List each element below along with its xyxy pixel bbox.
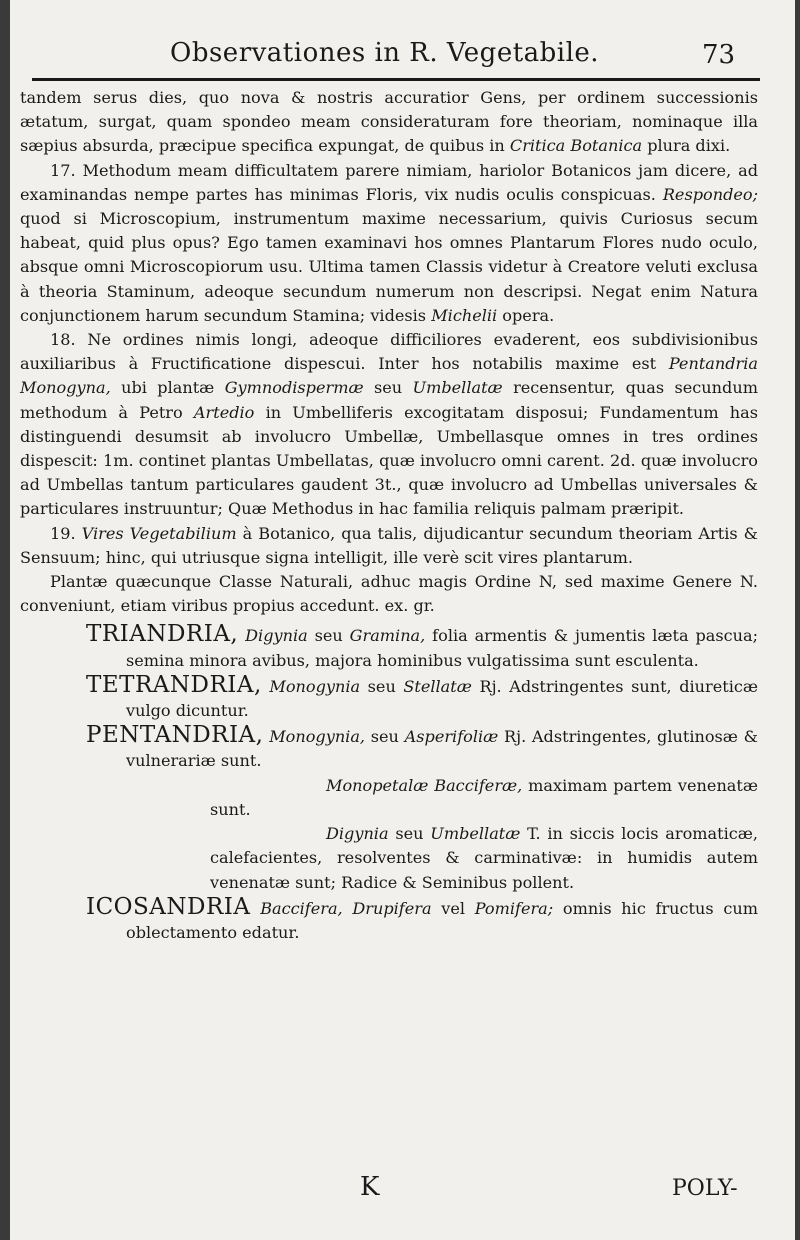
paragraph-continuation: tandem serus dies, quo nova & nostris accuratior Gens, per ordinem successionis ætatum, surgat, quam spondeo meam consideraturam fore theoriam, nominaque illa sæpius absurda, præcipue specifica expungat, de quibus in Critica Botanica plura dixi.	[20, 88, 758, 156]
entry-pentandria: PENTANDRIA, Monogynia, seu Asperifoliæ Rj. Adstringentes, glutinosæ & vulnerariæ sunt.	[86, 722, 758, 771]
body-text	[20, 86, 758, 945]
entry-triandria: TRIANDRIA, Digynia seu Gramina, folia armentis & jumentis læta pascua; semina minora avibus, majora hominibus vulgatissima sunt esculenta.	[86, 621, 759, 670]
page-number: 73	[702, 40, 736, 70]
header-rule	[32, 78, 760, 81]
book-page	[10, 0, 795, 1240]
entry-icosandria: ICOSANDRIA Baccifera, Drupifera vel Pomifera; omnis hic fructus cum oblectamento edatur.	[86, 893, 758, 942]
paragraph-17: 17. Methodum meam difficultatem parere nimiam, hariolor Botanicos jam dicere, ad examinandas nempe partes has minimas Floris, vix nudis oculis conspicuas. Respondeo; quod si Microscopium, instrumentum maxime necessarium, quivis Curiosus secum habeat, quid plus opus? Ego tamen examinavi hos omnes Plantarum Flores nudo oculo, absque omni Microscopiorum usu. Ultima tamen Classis videtur à Creatore veluti exclusa à theoria Staminum, adeoque secundum numerum non descripsi. Negat enim Natura conjunctionem harum secundum Stamina; videsis Michelii opera.	[20, 160, 759, 325]
paragraph-20: Plantæ quæcunque Classe Naturali, adhuc magis Ordine N, sed maxime Genere N. conveniunt, etiam viribus propius accedunt. ex. gr.	[20, 572, 758, 616]
signature-mark: K	[360, 1172, 380, 1202]
entry-tetrandria: TETRANDRIA, Monogynia seu Stellatæ Rj. Adstringentes sunt, diureticæ vulgo dicuntur.	[86, 671, 758, 721]
entry-digynia: Digynia seu Umbellatæ T. in siccis locis aromaticæ, calefacientes, resolventes & carminativæ: in humidis autem venenatæ sunt; Radice & Seminibus pollent.	[210, 824, 758, 892]
class-examples	[20, 622, 758, 945]
paragraph-18: 18. Ne ordines nimis longi, adeoque difficiliores evaderent, eos subdivisionibus auxiliaribus à Fructificatione dispescui. Inter hos notabilis maxime est Pentandria Monogyna, ubi plantæ Gymnodispermæ seu Umbellatæ recensentur, quas secundum methodum à Petro Artedio in Umbelliferis excogitatam disposui; Fundamentum has distinguendi desumsit ab involucro Umbellæ, Umbellasque omnes in tres ordines dispescit: 1m. continet plantas Umbellatas, quæ involucro omni carent. 2d. quæ involucro ad Umbellas tantum particulares gaudent 3t., quæ involucro ad Umbellas universales & particulares instruuntur; Quæ Methodus in hac familia reliquis palmam præripit.	[20, 330, 758, 519]
paragraph-19: 19. Vires Vegetabilium à Botanico, qua talis, dijudicantur secundum theoriam Artis & Sensuum; hinc, qui utriusque signa intelligit, ille verè scit vires plantarum.	[20, 523, 758, 567]
catchword: POLY-	[672, 1176, 738, 1201]
running-head: Observationes in R. Vegetabile.	[170, 38, 600, 68]
entry-monopetalae: Monopetalæ Bacciferæ, maximam partem venenatæ sunt.	[210, 775, 758, 819]
